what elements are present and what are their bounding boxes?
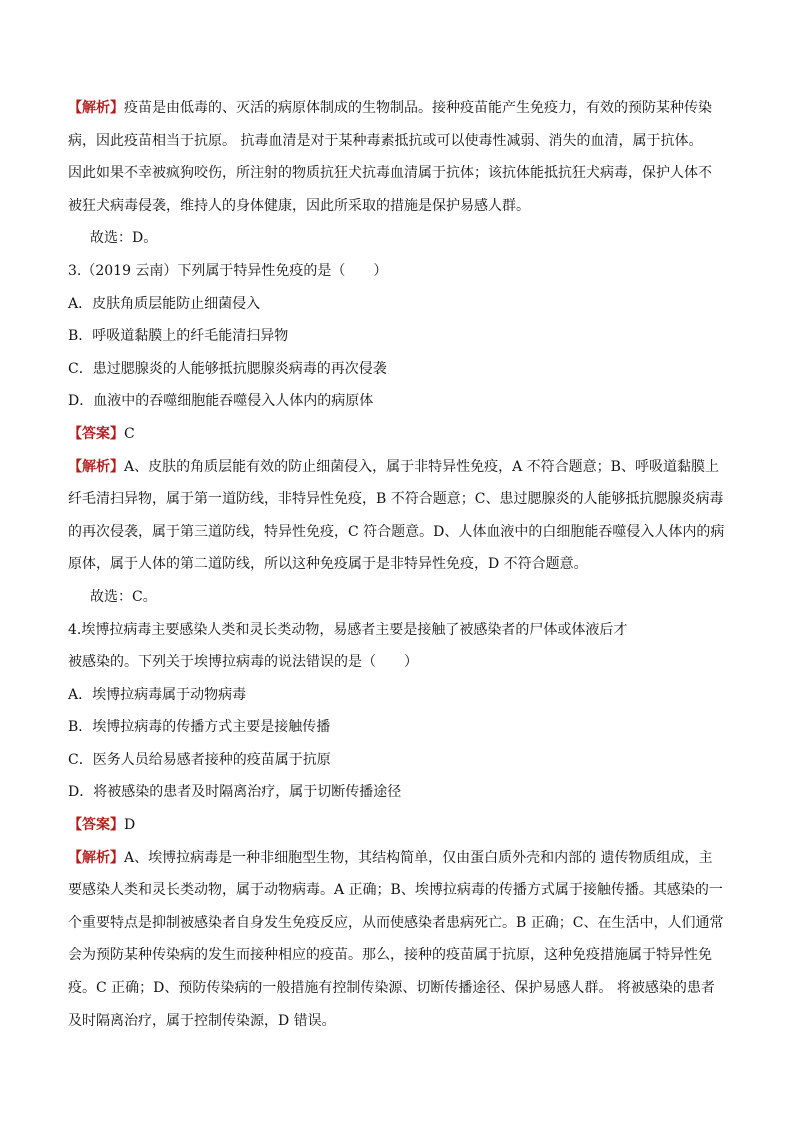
line-text: D．血液中的吞噬细胞能吞噬侵入人体内的病原体 — [68, 393, 374, 410]
text-line — [68, 92, 728, 125]
section-tag: 【解析】 — [68, 100, 124, 116]
text-line — [68, 288, 728, 321]
line-text: C — [124, 425, 135, 442]
text-line — [68, 646, 728, 679]
text-line — [68, 418, 728, 451]
text-line — [68, 744, 728, 777]
line-text: 会为预防某种传染病的发生而接种相应的疫苗。那么，接种的疫苗属于抗原，这种免疫措施属于特异性免 — [68, 947, 712, 964]
line-text: 及时隔离治疗，属于控制传染源，D 错误。 — [68, 1012, 336, 1029]
text-line — [68, 972, 728, 1005]
line-text: A．皮肤角质层能防止细菌侵入 — [68, 295, 261, 312]
line-text: 原体，属于人体的第二道防线，所以这种免疫属于是非特异性免疫，D 不符合题意。 — [68, 556, 588, 573]
line-text: 故选：D。 — [90, 230, 158, 247]
section-tag: 【解析】 — [68, 849, 124, 866]
text-line — [68, 353, 728, 386]
line-text: 要感染人类和灵长类动物，属于动物病毒。A 正确；B、埃博拉病毒的传播方式属于接触传播。其感染的一 — [68, 882, 723, 899]
text-line — [68, 320, 728, 353]
line-text: B．埃博拉病毒的传播方式主要是接触传播 — [68, 719, 331, 736]
text-line — [68, 451, 728, 484]
line-text: 个重要特点是抑制被感染者自身发生免疫反应，从而使感染者患病死亡。B 正确；C、在生活中，人们通常 — [68, 914, 724, 931]
section-tag: 【答案】 — [68, 425, 124, 442]
line-text: 因此如果不幸被疯狗咬伤，所注射的物质抗狂犬抗毒血清属于抗体；该抗体能抵抗狂犬病毒，保护人体不 — [68, 165, 712, 182]
text-line — [68, 548, 728, 581]
text-line — [68, 222, 728, 255]
line-text: C．医务人员给易感者接种的疫苗属于抗原 — [68, 751, 331, 768]
text-line — [68, 614, 728, 647]
section-tag: 【答案】 — [68, 817, 124, 834]
text-line — [68, 939, 728, 972]
text-line — [68, 809, 728, 842]
line-text: 被感染的。下列关于埃博拉病毒的说法错误的是（ ） — [68, 654, 418, 671]
text-line — [68, 483, 728, 516]
text-line — [68, 842, 728, 875]
text-line — [68, 385, 728, 418]
line-text: C．患过腮腺炎的人能够抵抗腮腺炎病毒的再次侵袭 — [68, 360, 387, 377]
text-line — [68, 157, 728, 190]
text-line — [68, 255, 728, 288]
text-line — [68, 679, 728, 712]
text-line — [68, 516, 728, 549]
line-text: 4.埃博拉病毒主要感染人类和灵长类动物，易感者主要是接触了被感染者的尸体或体液后才 — [68, 621, 628, 638]
line-text: 疫苗是由低毒的、灭活的病原体制成的生物制品。接种疫苗能产生免疫力，有效的预防某种传染 — [124, 100, 712, 116]
text-line — [68, 125, 728, 158]
line-text: D — [124, 817, 136, 834]
line-text: A、皮肤的角质层能有效的防止细菌侵入，属于非特异性免疫，A 不符合题意；B、呼吸道黏膜上 — [124, 458, 719, 475]
document-page — [68, 92, 728, 1037]
line-text: 纤毛清扫异物，属于第一道防线，非特异性免疫，B 不符合题意；C、患过腮腺炎的人能够抵抗腮腺炎病毒 — [68, 491, 724, 508]
line-text: 被狂犬病毒侵袭，维持人的身体健康，因此所采取的措施是保护易感人群。 — [68, 197, 530, 214]
line-text: 故选：C。 — [90, 588, 157, 605]
text-line — [68, 190, 728, 223]
text-line — [68, 907, 728, 940]
text-line — [68, 776, 728, 809]
section-tag: 【解析】 — [68, 458, 124, 475]
line-text: 病，因此疫苗相当于抗原。 抗毒血清是对于某种毒素抵抗或可以使毒性减弱、消失的血清，属于抗体。 — [68, 132, 703, 149]
line-text: 的再次侵袭，属于第三道防线，特异性免疫，C 符合题意。D、人体血液中的白细胞能吞噬侵入人体内的病 — [68, 523, 725, 540]
line-text: B．呼吸道黏膜上的纤毛能清扫异物 — [68, 328, 289, 345]
line-text: A．埃博拉病毒属于动物病毒 — [68, 686, 247, 703]
text-line — [68, 1005, 728, 1038]
line-text: 疫。C 正确；D、预防传染病的一般措施有控制传染源、切断传播途径、保护易感人群。 将被感染的患者 — [68, 980, 715, 997]
text-line — [68, 581, 728, 614]
text-line — [68, 874, 728, 907]
line-text: D．将被感染的患者及时隔离治疗，属于切断传播途径 — [68, 784, 402, 801]
line-text: A、埃博拉病毒是一种非细胞型生物，其结构简单，仅由蛋白质外壳和内部的 遗传物质组成，主 — [124, 849, 713, 866]
text-line — [68, 711, 728, 744]
line-text: 3.（2019 云南）下列属于特异性免疫的是（ ） — [68, 262, 388, 279]
